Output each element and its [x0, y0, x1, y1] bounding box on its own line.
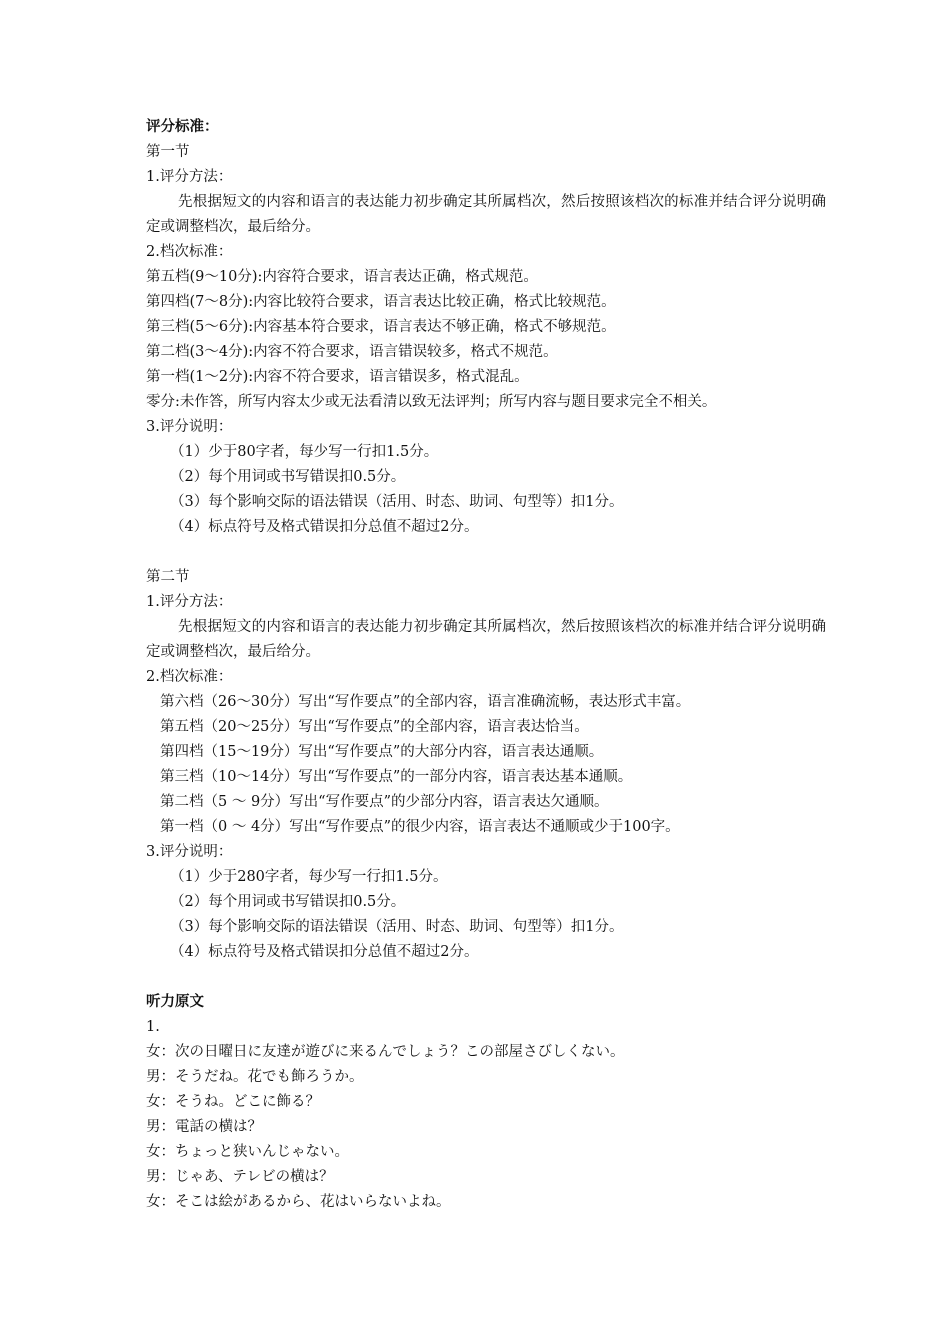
- section-1-level: 第五档(9～10分):内容符合要求，语言表达正确，格式规范。: [146, 269, 538, 285]
- section-1-level: 第二档(3～4分):内容不符合要求，语言错误较多，格式不规范。: [146, 344, 558, 360]
- dialogue-line: 女：ちょっと狭いんじゃない。: [146, 1144, 349, 1160]
- listening-number: 1.: [146, 1019, 160, 1035]
- dialogue-line: 男：そうだね。花でも飾ろうか。: [146, 1069, 364, 1085]
- section-2-level: 第五档（20～25分）写出“写作要点”的全部内容，语言表达恰当。: [160, 719, 589, 735]
- section-1-levels-label: 2.档次标准：: [146, 244, 233, 260]
- section-2-level: 第二档（5 ～ 9分）写出“写作要点”的少部分内容，语言表达欠通顺。: [160, 794, 609, 810]
- section-2-title: 第二节: [146, 569, 190, 585]
- section-1-title: 第一节: [146, 144, 190, 160]
- section-2-level: 第六档（26～30分）写出“写作要点”的全部内容，语言准确流畅，表达形式丰富。: [160, 694, 691, 710]
- section-1-level: 零分:未作答，所写内容太少或无法看清以致无法评判；所写内容与题目要求完全不相关。: [146, 394, 717, 410]
- dialogue-line: 男：電話の横は？: [146, 1119, 262, 1135]
- section-2-level: 第三档（10～14分）写出“写作要点”的一部分内容，语言表达基本通顺。: [160, 769, 633, 785]
- section-2-note: （3）每个影响交际的语法错误（活用、时态、助词、句型等）扣1分。: [170, 919, 624, 935]
- section-2-note: （2）每个用词或书写错误扣0.5分。: [170, 894, 406, 910]
- section-1-method-label: 1.评分方法：: [146, 169, 233, 185]
- dialogue-line: 女：そうね。どこに飾る？: [146, 1094, 320, 1110]
- section-1-note: （4）标点符号及格式错误扣分总值不超过2分。: [170, 519, 479, 535]
- section-2-levels-label: 2.档次标准：: [146, 669, 233, 685]
- dialogue-line: 男：じゃあ、テレビの横は？: [146, 1169, 334, 1185]
- section-2-method-label: 1.评分方法：: [146, 594, 233, 610]
- spacer: [146, 965, 826, 990]
- section-1-level: 第三档(5～6分):内容基本符合要求，语言表达不够正确，格式不够规范。: [146, 319, 616, 335]
- section-2-method-text: 先根据短文的内容和语言的表达能力初步确定其所属档次，然后按照该档次的标准并结合评分说明确定或调整档次，最后给分。: [146, 619, 826, 660]
- dialogue-line: 女：次の日曜日に友達が遊びに来るんでしょう？この部屋さびしくない。: [146, 1044, 625, 1060]
- section-1-method-text: 先根据短文的内容和语言的表达能力初步确定其所属档次，然后按照该档次的标准并结合评分说明确定或调整档次，最后给分。: [146, 194, 826, 235]
- section-1-note: （2）每个用词或书写错误扣0.5分。: [170, 469, 406, 485]
- listening-title: 听力原文: [146, 994, 204, 1010]
- section-1-note: （1）少于80字者，每少写一行扣1.5分。: [170, 444, 439, 460]
- document-page: [146, 115, 826, 1215]
- scoring-heading: 评分标准：: [146, 119, 219, 135]
- section-2-notes-label: 3.评分说明：: [146, 844, 233, 860]
- section-1-notes-label: 3.评分说明：: [146, 419, 233, 435]
- section-1-level: 第四档(7～8分):内容比较符合要求，语言表达比较正确，格式比较规范。: [146, 294, 616, 310]
- spacer: [146, 540, 826, 565]
- section-2-note: （4）标点符号及格式错误扣分总值不超过2分。: [170, 944, 479, 960]
- section-2-note: （1）少于280字者，每少写一行扣1.5分。: [170, 869, 448, 885]
- section-2-level: 第四档（15～19分）写出“写作要点”的大部分内容，语言表达通顺。: [160, 744, 604, 760]
- section-1-note: （3）每个影响交际的语法错误（活用、时态、助词、句型等）扣1分。: [170, 494, 624, 510]
- dialogue-line: 女：そこは絵があるから、花はいらないよね。: [146, 1194, 451, 1210]
- section-2-level: 第一档（0 ～ 4分）写出“写作要点”的很少内容，语言表达不通顺或少于100字。: [160, 819, 680, 835]
- section-1-level: 第一档(1～2分):内容不符合要求，语言错误多，格式混乱。: [146, 369, 529, 385]
